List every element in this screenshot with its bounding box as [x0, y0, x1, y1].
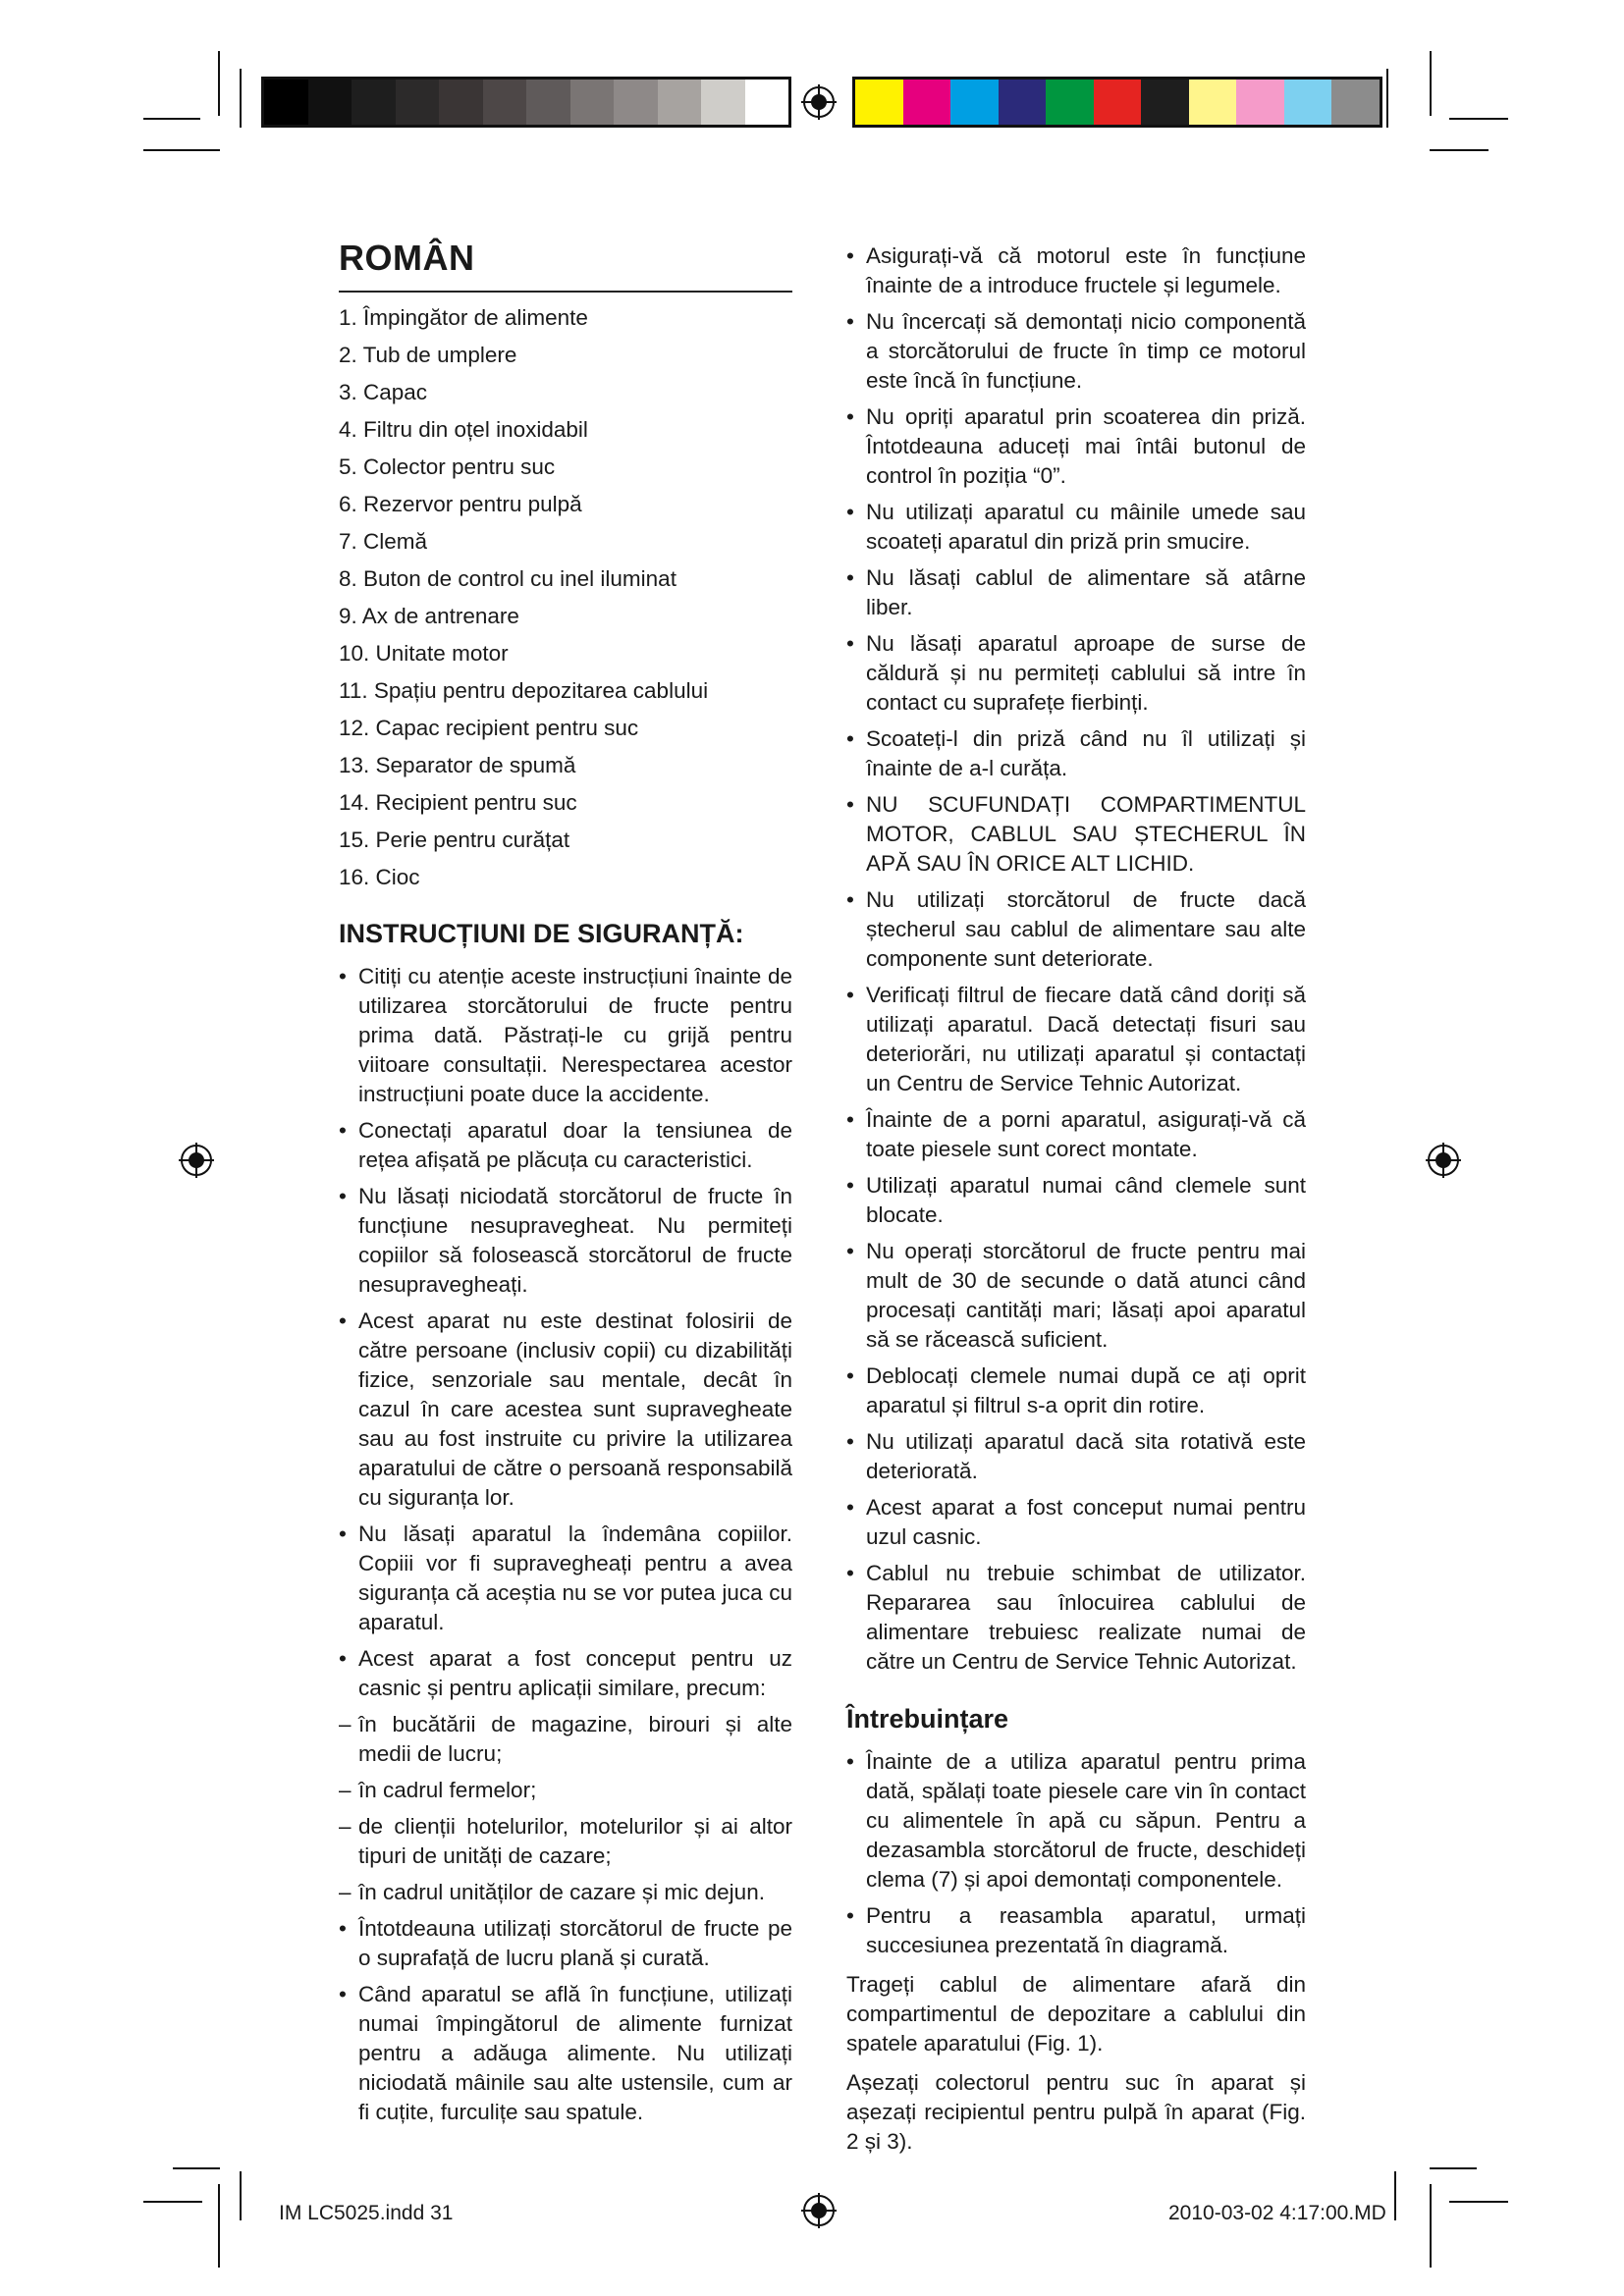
grayscale-colorbar	[261, 77, 791, 128]
part-list-item: 12. Capac recipient pentru suc	[339, 716, 639, 740]
color-swatch	[1236, 80, 1284, 125]
safety-item: • Nu utilizați storcătorul de fructe dacă ștecherul sau cablul de alimentare sau alte componente sunt deteriorate.	[846, 885, 1306, 974]
safety-list-right	[846, 241, 1306, 1677]
parts-list	[339, 302, 792, 899]
usage-place-item: – de clienții hotelurilor, motelurilor și ai altor tipuri de unități de cazare;	[339, 1812, 792, 1871]
color-swatch	[439, 80, 483, 125]
part-list-item: 1. Împingător de alimente	[339, 305, 588, 330]
safety-item: • Scoateți-l din priză când nu îl utilizați și înainte de a-l curăța.	[846, 724, 1306, 783]
registration-mark-icon	[799, 82, 839, 122]
color-swatch	[903, 80, 951, 125]
usage-list	[846, 1747, 1306, 1960]
color-swatch	[1284, 80, 1332, 125]
safety-item: • Citiți cu atenție aceste instrucțiuni înainte de utilizarea storcătorului de fructe pentru prima dată. Păstrați-le cu grijă pentru viitoare consultații. Nerespectarea acestor instrucțiuni poate duce la accidente.	[339, 962, 792, 1109]
footer-file-name: IM LC5025.indd 31	[279, 2202, 454, 2224]
part-list-item: 13. Separator de spumă	[339, 753, 576, 777]
safety-item: • Acest aparat a fost conceput numai pentru uzul casnic.	[846, 1493, 1306, 1552]
safety-item: • Nu utilizați aparatul cu mâinile umede sau scoateți aparatul din priză prin smucire.	[846, 498, 1306, 557]
part-list-item: 3. Capac	[339, 380, 428, 404]
color-swatch	[745, 80, 789, 125]
usage-places-list	[339, 1710, 792, 1907]
safety-item: • NU SCUFUNDAȚI COMPARTIMENTUL MOTOR, CABLUL SAU ȘTECHERUL ÎN APĂ SAU ÎN ORICE ALT LICHID.	[846, 790, 1306, 879]
color-swatch	[1094, 80, 1142, 125]
part-list-item: 15. Perie pentru curățat	[339, 828, 570, 852]
registration-mark-icon	[1424, 1141, 1463, 1180]
registration-mark-icon	[177, 1141, 216, 1180]
usage-heading: Întrebuințare	[846, 1704, 1009, 1734]
safety-item: • Înainte de a porni aparatul, asigurați-vă că toate piesele sunt corect montate.	[846, 1105, 1306, 1164]
color-swatch	[526, 80, 570, 125]
part-list-item: 6. Rezervor pentru pulpă	[339, 492, 582, 516]
part-list-item: 9. Ax de antrenare	[339, 604, 519, 628]
safety-item: • Nu opriți aparatul prin scoaterea din priză. Întotdeauna aduceți mai întâi butonul de control în poziția “0”.	[846, 402, 1306, 491]
safety-item: • Nu lăsați niciodată storcătorul de fructe în funcțiune nesupravegheat. Nu permiteți copiilor să folosească storcătorul de fructe nesupravegheați.	[339, 1182, 792, 1300]
right-column	[846, 241, 1306, 2157]
safety-item: • Acest aparat nu este destinat folosirii de către persoane (inclusiv copii) cu dizabilități fizice, senzoriale sau mentale, decât în cazul în care acestea sunt supravegheate sau au fost instruite cu privire la utilizarea aparatului de către o persoană responsabilă cu siguranța lor.	[339, 1307, 792, 1513]
part-list-item: 11. Spațiu pentru depozitarea cablului	[339, 678, 709, 703]
safety-item: • Nu operați storcătorul de fructe pentru mai mult de 30 de secunde o dată atunci când procesați cantități mari; lăsați apoi aparatul să se răcească suficient.	[846, 1237, 1306, 1355]
usage-paragraphs	[846, 1970, 1306, 2157]
usage-place-item: – în cadrul fermelor;	[339, 1776, 792, 1805]
color-swatch	[950, 80, 999, 125]
color-swatch	[1046, 80, 1094, 125]
part-list-item: 4. Filtru din oțel inoxidabil	[339, 417, 588, 442]
cmyk-colorbar	[852, 77, 1382, 128]
registration-mark-icon	[799, 2191, 839, 2230]
color-swatch	[855, 80, 903, 125]
safety-item: • Conectați aparatul doar la tensiunea de rețea afișată pe plăcuța cu caracteristici.	[339, 1116, 792, 1175]
usage-item: • Înainte de a utiliza aparatul pentru prima dată, spălați toate piesele care vin în contact cu alimentele în apă cu săpun. Pentru a dezasambla storcătorul de fructe, deschideți clema (7) și apoi demontați componentele.	[846, 1747, 1306, 1895]
safety-item: • Cablul nu trebuie schimbat de utilizator. Repararea sau înlocuirea cablului de alimentare trebuiesc realizate numai de către un Centru de Service Tehnic Autorizat.	[846, 1559, 1306, 1677]
safety-item: • Nu lăsați aparatul aproape de surse de căldură și nu permiteți cablului să intre în contact cu suprafețe fierbinți.	[846, 629, 1306, 718]
color-swatch	[570, 80, 615, 125]
part-list-item: 7. Clemă	[339, 529, 428, 554]
safety-item: • Întotdeauna utilizați storcătorul de fructe pe o suprafață de lucru plană și curată.	[339, 1914, 792, 1973]
part-list-item: 5. Colector pentru suc	[339, 454, 556, 479]
color-swatch	[483, 80, 527, 125]
color-swatch	[1189, 80, 1237, 125]
color-swatch	[658, 80, 702, 125]
heading-divider	[339, 291, 792, 293]
safety-item: • Asigurați-vă că motorul este în funcțiune înainte de a introduce fructele și legumele.	[846, 241, 1306, 300]
safety-list	[339, 962, 792, 1703]
usage-paragraph: Așezați colectorul pentru suc în aparat și așezați recipientul pentru pulpă în aparat (Fig. 2 și 3).	[846, 2070, 1306, 2154]
color-swatch	[999, 80, 1047, 125]
safety-list-continued	[339, 1914, 792, 2127]
part-list-item: 16. Cioc	[339, 865, 420, 889]
color-swatch	[614, 80, 658, 125]
safety-item: • Utilizați aparatul numai când clemele sunt blocate.	[846, 1171, 1306, 1230]
color-swatch	[396, 80, 440, 125]
safety-item: • Deblocați clemele numai după ce ați oprit aparatul și filtrul s-a oprit din rotire.	[846, 1362, 1306, 1420]
usage-paragraph: Trageți cablul de alimentare afară din compartimentul de depozitare a cablului din spatele aparatului (Fig. 1).	[846, 1972, 1306, 2056]
usage-place-item: – în bucătării de magazine, birouri și alte medii de lucru;	[339, 1710, 792, 1769]
usage-place-item: – în cadrul unităților de cazare și mic dejun.	[339, 1878, 792, 1907]
safety-item: • Nu lăsați aparatul la îndemâna copiilor. Copiii vor fi supravegheați pentru a avea siguranța că aceștia nu se vor putea juca cu aparatul.	[339, 1520, 792, 1637]
left-column	[339, 236, 792, 2134]
color-swatch	[264, 80, 308, 125]
part-list-item: 8. Buton de control cu inel iluminat	[339, 566, 677, 591]
usage-item: • Pentru a reasambla aparatul, urmați succesiunea prezentată în diagramă.	[846, 1901, 1306, 1960]
safety-item: • Acest aparat a fost conceput pentru uz casnic și pentru aplicații similare, precum:	[339, 1644, 792, 1703]
part-list-item: 2. Tub de umplere	[339, 343, 517, 367]
color-swatch	[308, 80, 352, 125]
safety-item: • Când aparatul se află în funcțiune, utilizați numai împingătorul de alimente furnizat pentru a adăuga alimente. Nu utilizați niciodată mâinile sau alte ustensile, cum ar fi cuțite, furculițe sau spatule.	[339, 1980, 792, 2127]
safety-item: • Nu lăsați cablul de alimentare să atârne liber.	[846, 563, 1306, 622]
safety-item: • Nu utilizați aparatul dacă sita rotativă este deteriorată.	[846, 1427, 1306, 1486]
footer-timestamp: 2010-03-02 4:17:00.MD	[1168, 2202, 1386, 2224]
safety-item: • Nu încercați să demontați nicio componentă a storcătorului de fructe în timp ce motorul este încă în funcțiune.	[846, 307, 1306, 396]
safety-item: • Verificați filtrul de fiecare dată când doriți să utilizați aparatul. Dacă detectați fisuri sau deteriorări, nu utilizați aparatul și contactați un Centru de Service Tehnic Autorizat.	[846, 981, 1306, 1098]
color-swatch	[1141, 80, 1189, 125]
safety-heading: INSTRUCȚIUNI DE SIGURANȚĂ:	[339, 919, 744, 948]
color-swatch	[701, 80, 745, 125]
color-swatch	[352, 80, 396, 125]
part-list-item: 10. Unitate motor	[339, 641, 509, 666]
language-heading: ROMÂN	[339, 238, 475, 278]
color-swatch	[1331, 80, 1380, 125]
part-list-item: 14. Recipient pentru suc	[339, 790, 577, 815]
